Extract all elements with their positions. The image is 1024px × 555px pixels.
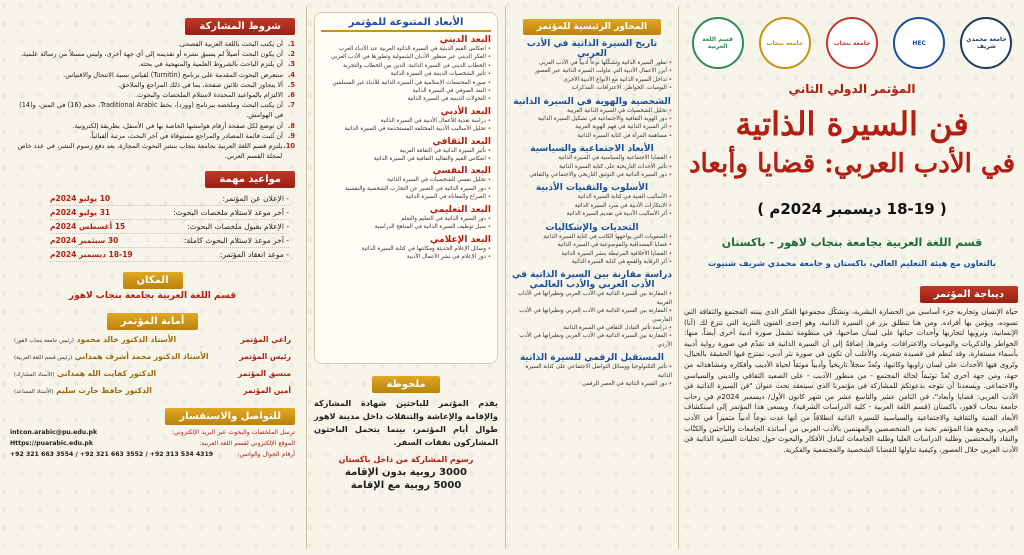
axis-item: • دور السيرة الذاتية في التوثيق التاريخي والاجتماعي والثقافي (512, 171, 672, 179)
conference-name: المؤتمر الدولي الثاني (788, 82, 916, 96)
condition-number: 4. (287, 70, 295, 79)
dimension-items (321, 45, 491, 104)
site-label: الموقع الإلكتروني لقسم اللغة العربية: (199, 440, 295, 448)
university-logo: جامعة بنجاب (759, 17, 811, 69)
date-label: - آخر موعد لاستلام البحوث كاملة: (183, 236, 289, 246)
person-name-wrap (14, 383, 152, 400)
axis-item: • دور السيرة الذاتية في العصر الرقمي (512, 380, 672, 388)
divider (505, 6, 506, 549)
site-link[interactable]: Https://puarabic.edu.pk (10, 440, 93, 448)
date-value: 10 يوليو 2024م (50, 194, 111, 204)
axis-items (512, 154, 672, 179)
condition-text: يلتزم قسم اللغة العربية بجامعة بنجاب بنشر البحوث المجازة، بعد دفع رسوم النشر، في عدد خاص لمجلة القسم العربي. (17, 142, 283, 161)
axis-heading: التحديات والإشكاليات (545, 222, 639, 233)
condition-number: 1. (287, 40, 295, 48)
condition-item (10, 131, 295, 141)
axis-item: • دور الهوية الثقافية والاجتماعية في تشكيل السيرة الذاتية (512, 115, 672, 123)
date-row (50, 234, 289, 248)
axis-item: • مساهمة المرأة في كتابة السيرة الذاتية (512, 132, 672, 140)
dimension-items (321, 176, 491, 201)
axis-heading: تاريخ السيرة الذاتية في الأدب العربي (526, 39, 658, 59)
condition-item (10, 59, 295, 69)
person-role: رئيس المؤتمر (239, 352, 291, 362)
dimension-heading: البعد الإعلامي (430, 234, 491, 245)
dims-sections (321, 35, 491, 261)
condition-item (10, 80, 295, 90)
person-row (14, 383, 291, 400)
condition-text: ستعرض البحوث المقدمة على برنامج (Turnitin) لقياس نسبة الانتحال والاقتباس. (63, 70, 283, 79)
person-row (14, 349, 291, 366)
dimension-item: • الفكر الديني عبر منظور الأديان الشمولية وتطورها في الأدب العربي (321, 53, 491, 61)
axis-item: • الأساليب الفنية في كتابة السيرة الذاتية (512, 193, 672, 201)
phone-label: أرقام الجوال والواتس: (237, 451, 295, 459)
axis-heading: المستقبل الرقمي للسيرة الذاتية (519, 353, 665, 364)
person-row (14, 366, 291, 383)
axis-item: • المقارنة بين السيرة الذاتية في الأدب العربي ونظيراتها في الآداب الغربية (512, 290, 672, 307)
date-value: 18-19 ديسمبر 2024م (50, 250, 133, 260)
dates-list (50, 192, 289, 262)
condition-number: 6. (287, 91, 295, 100)
dimension-item: • تحليل الأساليب الأدبية المختلفة المستخدمة في السيرة الذاتية (321, 125, 491, 133)
axis-items (512, 233, 672, 267)
axis-item: • أبرز الأعمال الأدبية التي تناولت السيرة الذاتية عبر العصور (512, 67, 672, 75)
condition-text: أن توضع لكل صفحة أرقام هوامشها الخاصة بها في الأسفل، بطريقة إلكترونية. (72, 121, 283, 130)
condition-item (10, 141, 295, 161)
contact-block (10, 427, 295, 460)
condition-text: أن يكتب البحث باللغة العربية الفصحى. (177, 40, 283, 48)
university-logo: جامعة محمدي شريف (960, 17, 1012, 69)
person-name-wrap (14, 349, 209, 366)
axis-item: • دراسة تأثير التبادل الثقافي في السيرة الذاتية (512, 324, 672, 332)
dimension-item: • وسائل الإعلام الحديثة ومكانتها في كتابة السيرة الذاتية (321, 245, 491, 253)
person-role: منسق المؤتمر (238, 369, 291, 379)
date-label: - موعد انعقاد المؤتمر: (219, 250, 289, 260)
dimension-heading: البعد الثقافي (432, 136, 491, 147)
axis-item: • المقارنة بين السيرة الذاتية في الأدب العربي ونظيراتها في الأدب الفارسي (512, 307, 672, 324)
dimension-items (321, 215, 491, 232)
secretariat-list (14, 332, 291, 400)
dimension-item: • صورة المجتمعات الإسلامية في السيرة الذاتية للأدباء غير المسلمين (321, 79, 491, 87)
intro-body: حياة الإنسان وتجاربه جزء أساسي من الحضارة البشرية، وتشكّل مجموعها الفكر الذي يبنته المجتمع والثقافة التي تسوده، ويؤمن بها أفراده. ومن هنا تنطلق بزر فن السيرة الذاتية، وهو إحدى الفنون النثرية التي تتزع لك (أنا) الإنسانية، وترويها لتجاربها وأحداث حياتها على لسان صاحبها، في منظومة تشمل صورة أدبية أخرى أيضاً، منها: الخواطر والذكريات واليوميات والاعترافات، وغيرها. إضافةً إلى أن السيرة الذاتية قد تقدّم في صورة رواية أدبية بأسماء مستعارة، وقد تُنظم في قصيدة شعرية، والأغلب أن تكون في صورة نثر أدبي، تمتزج فيها الحقيقة بالخيال، وتُروى فيها الأحداث على لسان راويها وكاتبها، وتُعدّ سجلاً تاريخياً وأدبياً موثقاً لحياة الأديب وأفكاره ومشاهداته من جهة، ومن جهة أخرى تُعدّ توثيقاً لحالة المجتمع - من منظور الأديب - على الصعيد الثقافي والديني والسياسي والاجتماعي. ويسعدنا أن نتوجه بدعوتكم للمشاركة في مؤتمرنا الذي سينعقد تحت عنوان "فن السيرة الذاتية في الأدب العربي: قضايا وأبعاد"، في الثامن عشر والتاسع عشر من شهر كانون الأول/ ديسمبر 2024م في رحاب جامعة بنجاب لاهور، باكستان (قسم اللغة العربية - كلية الدراسات الشرقية). ويسعى هذا المؤتمر إلى استكشاف الأبعاد الفنية والثقافية والاجتماعية والسياسية للسيرة الذاتية انطلاقاً من أنها غدت نوعاً أدبياً متميزاً في الأدب العربي. ويجمع هذا المؤتمر نخبة من المتخصصين والمهتمين بالأدب العربي من أساتذة الجامعات والباحثين والكتّاب والنقاد والمختصين وطلبة الدراسات العليا وطلبة الجامعات لتبادل الأفكار والبحوث حول تجليات السيرة الذاتية في الأدب العربي خلال العصور، وكيفية تناولها للقضايا الشخصية والمجتمعية والفكرية. (684, 307, 1018, 454)
date-row (50, 248, 289, 262)
dimension-item: • انعكاس القيم والتقاليد الثقافية في السيرة الذاتية (321, 155, 491, 163)
conference-dates: ( 18-19 ديسمبر 2024م ) (757, 200, 947, 218)
date-value: 30 سبتمبر 2024م (50, 236, 119, 246)
person-affiliation: (الأستاذ المساعد) (14, 389, 54, 396)
axis-item: • قضايا المصداقية والموضوعية في السيرة الذاتية (512, 241, 672, 249)
person-role: راعي المؤتمر (240, 335, 291, 345)
axis-item: • اليوميات، الخواطر، الاعترافات، المذكرات (512, 84, 672, 92)
condition-text: ألا يتجاوز البحث ثلاثين صفحة، بما في ذلك المراجع والملاحق. (118, 80, 283, 89)
axis-item: • تأثير التكنولوجيا ووسائل التواصل الاجتماعي على كتابة السيرة الذاتية (512, 363, 672, 380)
axis-items (512, 107, 672, 141)
fee-2: 5000 روبية مع الإقامة (350, 480, 462, 491)
logos-row (684, 8, 1020, 78)
condition-item (10, 70, 295, 80)
panel-title (680, 0, 1024, 555)
condition-text: أن يلتزم الباحث بالشروط العلمية والمنهجية في بحثه. (138, 60, 283, 69)
axis-items (512, 193, 672, 218)
condition-text: الالتزام بالمواعيد المحددة لاستلام الملخصات والبحوث. (135, 91, 283, 100)
condition-item (10, 100, 295, 120)
dimension-heading: البعد الديني (439, 35, 491, 45)
condition-text: أن يكتب البحث وملخصه ببرنامج (وورد)، بخط Traditional Arabic، حجم (16) في المتن، و(14) في الهوامش. (19, 101, 283, 120)
dimension-item: • سبل توظيف السيرة الذاتية في المناهج الدراسية (321, 223, 491, 231)
condition-number: 7. (287, 101, 295, 110)
condition-number: 5. (287, 80, 295, 89)
dimension-item: • تأثير الشخصيات الدينية في السيرة الذاتية (321, 70, 491, 78)
dimension-items (321, 117, 491, 134)
organizer: قسم اللغة العربية بجامعة بنجاب لاهور - باكستان (721, 236, 983, 249)
note-title: ملحوظة (372, 376, 439, 393)
axis-item: • أثر السيرة الذاتية في فهم الهوية العربية (512, 123, 672, 131)
contact-title: للتواصل والاستفسار (165, 408, 295, 425)
conditions-title: شروط المشاركة (185, 18, 295, 35)
fees-title: رسوم المشاركة من داخل باكستان (338, 455, 474, 464)
dimension-item: • تحليل نفسي للشخصيات في السيرة الذاتية (321, 176, 491, 184)
condition-number: 3. (287, 60, 295, 69)
axis-items (512, 290, 672, 349)
condition-number: 9. (287, 131, 295, 140)
axis-items (512, 363, 672, 388)
axis-item: • تأثير الأحداث التاريخية على كتابة السيرة الذاتية (512, 163, 672, 171)
panel-conditions (0, 0, 305, 555)
dimension-heading: البعد الأدبي (440, 106, 491, 117)
university-logo: HEC (893, 17, 945, 69)
dimension-item: • الصراع والمعاناة في السيرة الذاتية (321, 193, 491, 201)
dates-title: مواعيد مهمة (205, 171, 295, 188)
university-logo: جامعة بنجاب (826, 17, 878, 69)
axis-heading: الأبعاد الاجتماعية والسياسية (530, 144, 654, 155)
person-name: الدكتور كفايت الله همداني (54, 369, 157, 379)
email-label: ترسل الملخصات والبحوث عبر البريد الإلكتروني: (171, 429, 295, 437)
person-name: الدكتور حافظ حارث سليم (53, 386, 152, 396)
axis-item: • أثر الرقابة والقمع في كتابة السيرة الذاتية (512, 258, 672, 266)
condition-item (10, 39, 295, 49)
date-value: 15 أغسطس 2024م (50, 222, 126, 232)
axis-item: • تحليل الشخصيات في السيرة الذاتية العربية (512, 107, 672, 115)
dimension-heading: البعد النفسي (432, 166, 491, 177)
dimension-item: • دراسة نقدية للأعمال الأدبية في السيرة الذاتية (321, 117, 491, 125)
condition-number: 10. (283, 142, 295, 151)
axis-item: • القضايا الأخلاقية المرتبطة بنشر السيرة الذاتية (512, 250, 672, 258)
axes-sections (512, 39, 672, 388)
axis-item: • أثر الأساليب الأدبية في تقديم السيرة الذاتية (512, 210, 672, 218)
dims-title: الأبعاد المتنوعة للمؤتمر (321, 17, 491, 32)
condition-number: 2. (287, 50, 295, 59)
axis-item: • المقارنة بين السيرة الذاتية في الأدب العربي ونظيراتها في الأدب الأردي (512, 332, 672, 349)
axes-title: المحاور الرئيسية للمؤتمر (523, 19, 662, 35)
fee-1: 3000 روبية بدون الإقامة (345, 467, 467, 478)
dimension-item: • دور السيرة الذاتية في التعبير عن التجارب الشخصية والنفسية (321, 185, 491, 193)
axis-item: • تداخل السيرة الذاتية مع الأنواع الأدبية الأخرى (512, 76, 672, 84)
main-title-line1: فن السيرة الذاتية (735, 105, 969, 143)
axis-item: • تطور السيرة الذاتية وتشكّلها نوعاً أدبياً في الأدب العربي (512, 59, 672, 67)
divider (306, 6, 307, 549)
dimension-heading: البعد التعليمي (429, 204, 491, 215)
axis-heading: دراسة مقارنة بين السيرة الذاتية في الأدب العربي والأدب العالمي (512, 270, 672, 291)
date-label: - الإعلان عن المؤتمر: (222, 194, 289, 204)
dimension-item: • التحولات الدينية في السيرة الذاتية (321, 95, 491, 103)
secretariat-title: أمانة المؤتمر (107, 313, 199, 330)
panel-dimensions (308, 0, 504, 555)
dims-box (314, 12, 498, 364)
condition-item (10, 49, 295, 59)
university-logo: قسم اللغة العربية (692, 17, 744, 69)
conditions-list (10, 39, 295, 161)
dimension-items (321, 147, 491, 164)
person-affiliation: (رئيس قسم اللغة العربية) (14, 355, 73, 362)
condition-text: أن يكون البحث أصيلاً لم يسبق نشره أو تقديمه إلى أي جهة أخرى، وليس مستلاً من رسالة علمية. (20, 50, 283, 59)
axis-item: • الابتكارات الأدبية في سرد السيرة الذاتية (512, 202, 672, 210)
main-title-line2: في الأدب العربي: قضايا وأبعاد (688, 149, 1016, 179)
person-affiliation: (الأستاذ المشارك) (14, 372, 55, 379)
phone-numbers: +92 321 663 3554 / +92 321 663 3552 / +92 313 534 4319 (10, 451, 214, 459)
axis-heading: الشخصية والهوية في السيرة الذاتية (513, 96, 671, 107)
date-row (50, 206, 289, 220)
condition-text: أن تُثبت قائمة المصادر والمراجع مستوفاة في آخر البحث، مرتبة ألفبائياً. (89, 131, 283, 140)
date-label: - آخر موعد لاستلام ملخصات البحوث: (173, 208, 289, 218)
intro-title: ديباجة المؤتمر (920, 286, 1018, 303)
date-value: 31 يوليو 2024م (50, 208, 111, 218)
axis-item: • القضايا الاجتماعية والسياسية في السيرة الذاتية (512, 154, 672, 162)
intro-box (684, 282, 1018, 549)
person-name: الأستاذ الدكتور خالد محمود (73, 335, 177, 345)
panel-axes (507, 0, 677, 555)
divider (678, 6, 679, 549)
dimension-item: • دور السيرة الذاتية في التعليم والتعلم (321, 215, 491, 223)
venue-text: قسم اللغة العربية بجامعة بنجاب لاهور (68, 291, 237, 302)
condition-item (10, 121, 295, 131)
person-affiliation: (رئيس جامعة بنجاب لاهور) (14, 338, 74, 345)
condition-item (10, 90, 295, 100)
date-row (50, 220, 289, 234)
dimension-item: • انعكاس القيم الدينية في السيرة الذاتية العربية عند الأدباء العرب (321, 45, 491, 53)
person-name-wrap (14, 332, 176, 349)
person-role: أمين المؤتمر (243, 386, 291, 396)
dimension-item: • الخطاب الديني في السيرة الذاتية: الدين بين الخطاب والتجربة (321, 62, 491, 70)
note-body: يقدم المؤتمر للباحثين شهادة المشاركة والإقامة والإعاشة والتنقلات داخل مدينة لاهور طوال أيام المؤتمر، بينما يتحمل الباحثون المشاركون نفقات السفر. (314, 398, 498, 447)
person-row (14, 332, 291, 349)
person-name-wrap (14, 366, 156, 383)
email-link[interactable]: intcon.arabic@pu.edu.pk (10, 429, 98, 437)
person-name: الأستاذ الدكتور محمد أشرف همداني (72, 352, 209, 362)
date-row (50, 192, 289, 206)
condition-number: 8. (287, 121, 295, 130)
dimension-item: • دور الإعلام في نشر الأعمال الأدبية (321, 253, 491, 261)
axis-heading: الأسلوب والتقنيات الأدبية (535, 183, 649, 194)
date-label: - الإعلام بقبول ملخصات البحوث: (187, 222, 289, 232)
venue-title: المكان (123, 272, 183, 289)
axis-item: • الصعوبات التي يواجهها الكاتب في كتابة السيرة الذاتية (512, 233, 672, 241)
axis-items (512, 59, 672, 93)
dimension-item: • البعد الصوفي في السيرة الذاتية (321, 87, 491, 95)
dimension-item: • تأثير السيرة الذاتية في الثقافة العربية (321, 147, 491, 155)
partners: بالتعاون مع هيئة التعليم العالي، باكستان و جامعة محمدي شريف شنيوت (708, 258, 996, 268)
dimension-items (321, 245, 491, 262)
